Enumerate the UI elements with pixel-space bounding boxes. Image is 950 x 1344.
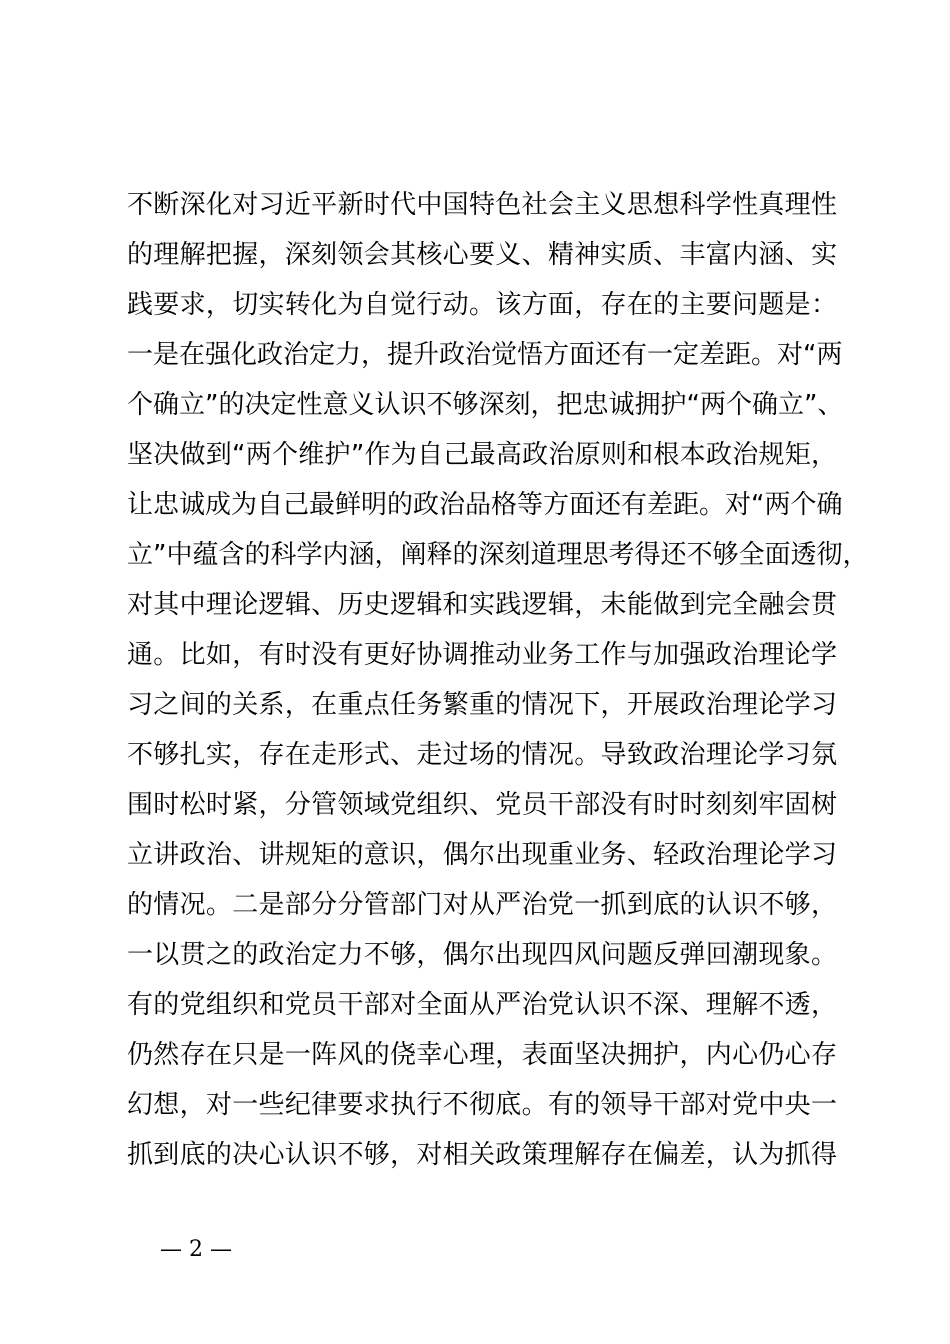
text-line: 不断深化对习近平新时代中国特色社会主义思想科学性真理性 xyxy=(127,190,837,220)
text-line: 有的党组织和党员干部对全面从严治党认识不深、理解不透， xyxy=(127,990,837,1020)
text-line: 一是在强化政治定力，提升政治觉悟方面还有一定差距。对“两 xyxy=(127,340,843,370)
page-number: — 2 — xyxy=(160,1237,232,1262)
text-line: 让忠诚成为自己最鲜明的政治品格等方面还有差距。对“两个确 xyxy=(127,490,843,520)
text-line: 立讲政治、讲规矩的意识，偶尔出现重业务、轻政治理论学习 xyxy=(127,840,837,870)
text-line: 一以贯之的政治定力不够，偶尔出现四风问题反弹回潮现象。 xyxy=(127,940,837,970)
text-line: 立”中蕴含的科学内涵，阐释的深刻道理思考得还不够全面透彻， xyxy=(127,540,869,570)
text-line: 的理解把握，深刻领会其核心要义、精神实质、丰富内涵、实 xyxy=(127,240,837,270)
text-line: 的情况。二是部分分管部门对从严治党一抓到底的认识不够， xyxy=(127,890,837,920)
text-line: 仍然存在只是一阵风的侥幸心理，表面坚决拥护，内心仍心存 xyxy=(127,1040,837,1070)
text-line: 围时松时紧，分管领域党组织、党员干部没有时时刻刻牢固树 xyxy=(127,790,837,820)
text-line: 通。比如，有时没有更好协调推动业务工作与加强政治理论学 xyxy=(127,640,837,670)
text-line: 习之间的关系，在重点任务繁重的情况下，开展政治理论学习 xyxy=(127,690,837,720)
body-text xyxy=(127,180,869,1180)
text-line: 对其中理论逻辑、历史逻辑和实践逻辑，未能做到完全融会贯 xyxy=(127,590,837,620)
text-line: 不够扎实，存在走形式、走过场的情况。导致政治理论学习氛 xyxy=(127,740,837,770)
text-line: 幻想，对一些纪律要求执行不彻底。有的领导干部对党中央一 xyxy=(127,1090,837,1120)
text-line: 抓到底的决心认识不够，对相关政策理解存在偏差，认为抓得 xyxy=(127,1140,837,1170)
text-line: 个确立”的决定性意义认识不够深刻，把忠诚拥护“两个确立”、 xyxy=(127,390,844,420)
text-line: 坚决做到“两个维护”作为自己最高政治原则和根本政治规矩， xyxy=(127,440,837,470)
text-line: 践要求，切实转化为自觉行动。该方面，存在的主要问题是： xyxy=(127,290,837,320)
